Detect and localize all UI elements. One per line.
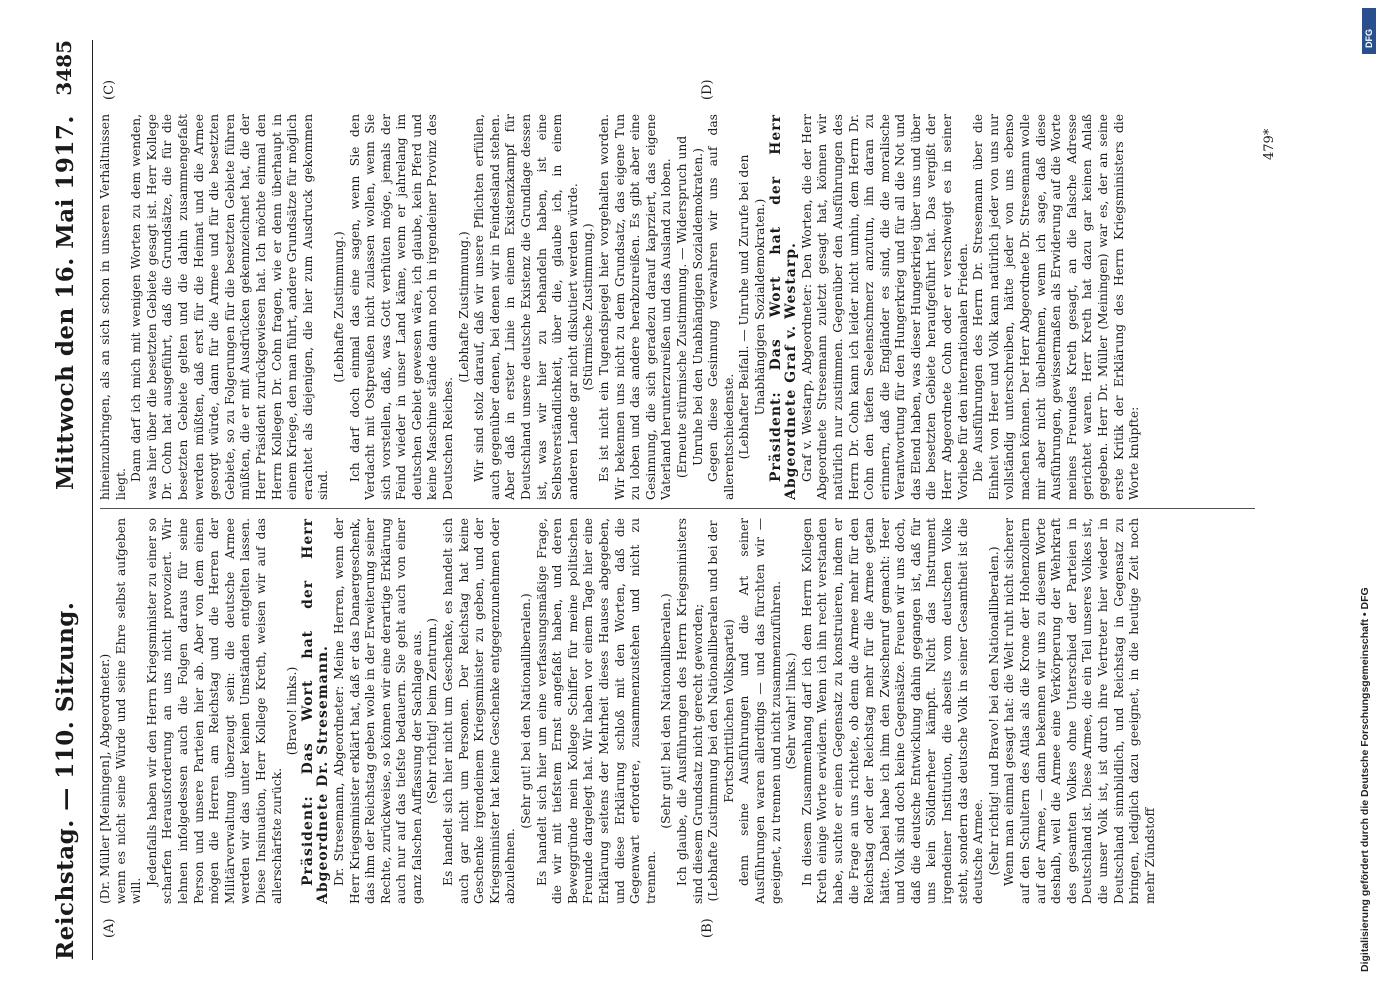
paragraph: denn seine Ausführungen und die Art seiner Ausführungen waren allerdings — und das fürchten wir — geeignet, zu trennen und nicht zusammenzuführen.: [737, 518, 783, 904]
page-header: [46, 40, 86, 960]
header-rule: [92, 40, 93, 960]
paragraph: Präsident: Das Wort hat der Herr Abgeordnete Graf v. Westarp.: [767, 114, 800, 500]
paragraph: Dr. Stresemann, Abgeordneter: Meine Herren, wenn der Herr Kriegsminister erklärt hat, daß er das Danaergeschenk, das ihm der Reichstag geben wolle in der Erweiterung seiner Rechte, zurückweise, so können wir eine derartige Erklärung auch nur auf das tiefste bedauern. Sie geht auch von einer ganz falschen Auffassung der Sachlage aus.: [331, 518, 424, 904]
paragraph: wenn es nicht seine Würde und seine Ehre selbst aufgeben will.: [113, 518, 144, 904]
dfg-logo-text: DFG: [1364, 29, 1374, 48]
paragraph: Es handelt sich hier um eine verfassungsmäßige Frage, die wir mit tiefstem Ernst angefaßt haben, und deren Beweggründe mein Kollege Schiffer für meine politischen Freunde dargelegt hat. Wir haben vor einem Tage hier eine Erklärung seitens der Mehrheit dieses Hauses abgegeben, und diese Erklärung schloß mit den Worten, daß die Gegenwart erfordere, zusammenzustehen und nicht zu trennen.: [534, 518, 658, 904]
column-divider: [100, 508, 1255, 509]
paragraph: Präsident: Das Wort hat der Herr Abgeordnete Dr. Stresemann.: [299, 518, 332, 904]
paragraph: Gegen diese Gesinnung verwahren wir uns auf das allerentschiedenste.: [706, 114, 736, 500]
interjection-line: (Lebhafte Zustimmung bei den Nationalliberalen und bei der Fortschrittlichen Volkspartei): [706, 520, 736, 902]
signature-mark: 479*: [1262, 128, 1277, 160]
paragraph: (Dr. Müller [Meiningen], Abgeordneter.): [98, 653, 112, 904]
margin-letter-b: (B): [700, 918, 715, 938]
interjection-line: (Erneute stürmische Zustimmung. — Widerspruch und Unruhe bei den Unabhängigen Sozialdemokraten.): [674, 135, 705, 479]
paragraph: Ich glaube, die Ausführungen des Herrn Kriegsministers sind diesem Grundsatz nicht gerecht geworden;: [674, 518, 705, 904]
margin-letter-d: (D): [700, 79, 715, 100]
interjection-line: (Sehr wahr! links.): [784, 652, 799, 770]
paragraph: Es ist nicht ein Tugendspiegel hier vorgehalten worden. Wir bekennen uns nicht zu dem Grundsatz, das eigene Tun zu loben und das andere herabzureißen. Es gibt aber eine Gesinnung, die sich geradezu darauf kaprziert, das eigene Vaterland herunterzureißen und das Ausland zu loben.: [597, 114, 674, 500]
paragraph: Es handelt sich hier nicht um Geschenke, es handelt sich auch gar nicht um Personen. Der Reichstag hat keine Geschenke irgendeinem Kriegsminister zu geben, und der Kriegsminister hat keine Geschenke entgegenzunehmen oder abzulehnen.: [441, 518, 518, 904]
paragraph: Die Ausführungen des Herrn Dr. Stresemann über die Einheit von Heer und Volk kann natürlich jeder von uns nur vollständig unterschreiben, hätte jeder von uns ebenso machen können. Der Herr Abgeordnete Dr. Stresemann wolle mir aber nicht übelnehmen, wenn ich sage, daß diese Ausführungen, gewissermaßen als Erwiderung auf die Worte meines Freundes Kreth gesagt, an die falsche Adresse gerichtet waren. Herr Kreth hat dazu gar keinen Anlaß gegeben. Herr Dr. Müller (Meiningen) war es, der an seine erste Kritik der Erklärung des Herrn Kriegsministers die Worte knüpfte:: [971, 114, 1142, 500]
paragraph: Graf v. Westarp, Abgeordneter: Den Worten, die der Herr Abgeordnete Stresemann zuletzt gesagt hat, können wir natürlich nur zustimmen. Gegenüber den Ausführungen des Herrn Dr. Cohn kann ich leider nicht umhin, dem Herrn Dr. Cohn den tiefen Seelenschmerz anzutun, ihn daran zu erinnern, daß die Engländer es sind, die die moralische Verantwortung für den Hungerkrieg und für all die Not und das Elend haben, was dieser Hungerkrieg über uns und über die besetzten Gebiete heraufgeführt hat. Das vergißt der Herr Abgeordnete Cohn oder er verschweigt es in seiner Vorliebe für den internationalen Frieden.: [799, 114, 970, 500]
paragraph: In diesem Zusammenhang darf ich dem Herrn Kollegen Kreth einige Worte erwidern. Wenn ich ihn recht verstanden habe, suchte er einen Gegensatz zu konstruieren, indem er die Frage an uns richtete, ob denn die Armee mehr für den Reichstag oder der Reichstag mehr für die Armee getan hätte. Dabei habe ich ihm den Zwischenruf gemacht: Heer und Volk sind doch keine Gegensätze. Freuen wir uns doch, daß die deutsche Entwicklung dahin gegangen ist, daß für uns kein Söldnerheer kämpft. Nicht das Instrument irgendeiner Institution, die abseits vom deutschen Volke steht, sondern das deutsche Volk in seiner Gesamtheit ist die deutsche Armee.: [799, 518, 986, 904]
paragraph: Ich darf doch einmal das eine sagen, wenn Sie den Verdacht mit Ostpreußen nicht zulassen wollen, wenn Sie sich vorstellen, daß, was Gott verhüten möge, jemals der Feind wieder in unser Land käme, wenn er jahrelang im deutschen Gebiet gewesen wäre, ich glaube, kein Pferd und keine Maschine stände dann noch in irgendeiner Provinz des Deutschen Reiches.: [347, 114, 456, 500]
margin-letter-a: (A): [102, 918, 117, 938]
interjection-line: (Lebhafte Zustimmung.): [331, 231, 346, 383]
interjection-line: (Sehr richtig! und Bravo! bei den Nationalliberalen.): [986, 546, 1001, 876]
paragraph: Jedenfalls haben wir den Herrn Kriegsminister zu einer so scharfen Herausforderung an uns nicht provoziert. Wir lehnen infolgedessen auch die Folgen daraus für seine Person und unsere Parteien hier ab. Aber von dem einen mögen die Herren am Reichstag und die Herren der Militärverwaltung überzeugt sein: die deutsche Armee werden wir das unter keinen Umständen entgelten lassen. Diese Insinuation, Herr Kollege Kreth, weisen wir auf das allerschärfste zurück.: [144, 518, 284, 904]
paragraph: Wenn man einmal gesagt hat: die Welt ruht nicht sicherer auf den Schultern des Atlas als die Krone der Hohenzollern auf der Armee, — dann bekennen wir uns zu diesem Worte deshalb, weil die Armee eine Verkörperung der Wehrkraft des gesamten Volkes ohne Unterschied der Parteien in Deutschland ist. Diese Armee, die ein Teil unseres Volkes ist, die unser Volk ist, ist durch ihre Vertreter hier wieder in Deutschland sinnbildlich, und Reichstag in Gegensatz zu bringen, lediglich dazu geeignet, in die heutige Zeit noch mehr Zündstoff: [1002, 518, 1157, 904]
interjection-line: (Sehr gut! bei den Nationalliberalen.): [659, 593, 674, 829]
digitization-credit-text: Digitalisierung gefördert durch die Deutsche Forschungsgemeinschaft • DFG: [1359, 587, 1371, 972]
interjection-line: (Sehr gut! bei den Nationalliberalen.): [519, 593, 534, 829]
interjection-line: (Stürmische Zustimmung.): [581, 223, 596, 391]
interjection-line: (Sehr richtig! beim Zentrum.): [425, 618, 440, 804]
header-date: Mittwoch den 16. Mai 1917.: [52, 115, 79, 490]
text-column-left: [98, 518, 1258, 904]
interjection-line: (Lebhafte Zustimmung.): [456, 231, 471, 383]
paragraph: Dann darf ich mich mit wenigen Worten zu dem wenden, was hier über die besetzten Gebiete gesagt ist. Herr Kollege Dr. Cohn hat ausgeführt, daß die Grundsätze, die für die besetzten Gebiete gelten und die dahin zusammengefaßt werden müßten, daß erst für die Heimat und die Armee gesorgt würde, dann für die Armee und für die besetzten Gebiete, so zu Folgerungen für die besetzten Gebiete führen müßten, die er mit Ausdrücken gekennzeichnet hat, die der Herr Präsident zurückgewiesen hat. Ich möchte einmal den Herrn Kollegen Dr. Cohn fragen, wie er denn überhaupt in einem Kriege, den man führt, andere Grundsätze für möglich erachtet als diejenigen, die hier zum Ausdruck gekommen sind.: [129, 114, 331, 500]
digitization-credit: [1355, 12, 1379, 992]
margin-letter-c: (C): [102, 79, 117, 100]
paragraph: hineinzubringen, als an sich schon in unseren Verhältnissen liegt.: [98, 114, 128, 500]
header-page-number: 3485: [52, 40, 76, 96]
header-session-title: Reichstag. — 110. Sitzung.: [52, 601, 79, 960]
interjection-line: (Bravo! links.): [285, 666, 300, 756]
paragraph: Wir sind stolz darauf, daß wir unsere Pflichten erfüllen, auch gegenüber denen, bei denen wir in Feindesland stehen. Aber daß in erster Linie in einem Existenzkampf für Deutschland unsere deutsche Existenz die Grundlage dessen ist, was wir hier zu behandeln haben, ist eine Selbstverständlichkeit, über die, glaube ich, in einem anderen Lande gar nicht diskutiert werden würde.: [472, 114, 580, 500]
interjection-line: (Lebhafter Beifall. — Unruhe und Zurufe bei den Unabhängigen Sozialdemokraten.): [737, 154, 767, 460]
text-column-right: [98, 114, 1258, 500]
